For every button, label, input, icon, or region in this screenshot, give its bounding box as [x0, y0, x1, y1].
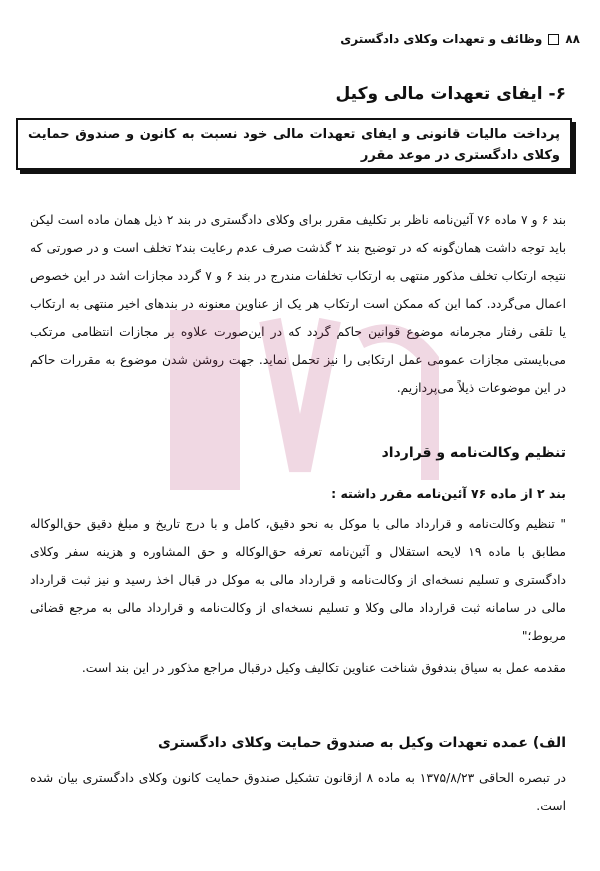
boxed-heading: پرداخت مالیات قانونی و ایفای تعهدات مالی خود نسبت به کانون و صندوق حمایت وکلای دادگستری در موعد مقرر: [16, 118, 572, 170]
subheading-fund-obligations: الف) عمده تعهدات وکیل به صندوق حمایت وکلای دادگستری: [157, 735, 566, 751]
subheading-clause-2: بند ۲ از ماده ۷۶ آئین‌نامه مقرر داشته :: [331, 486, 566, 501]
running-title: وظائف و تعهدات وکلای دادگستری: [340, 32, 543, 46]
running-header: [20, 32, 580, 46]
paragraph-2: مقدمه عمل به سیاق بندفوق شناخت عناوین تکالیف وکیل درقبال مراجع مذکور در این بند است.: [81, 661, 566, 675]
subheading-contract: تنظیم وکالت‌نامه و قرارداد: [381, 445, 566, 461]
paragraph-3: در تبصره الحاقی ۱۳۷۵/۸/۲۳ به ماده ۸ ازقانون تشکیل صندوق حمایت کانون وکلای دادگستری بیان شده است.: [30, 771, 566, 813]
page-number: ۸۸: [565, 32, 580, 46]
square-bullet-icon: [548, 34, 559, 45]
paragraph-1: بند ۶ و ۷ ماده ۷۶ آئین‌نامه ناظر بر تکلیف مقرر برای وکلای دادگستری در بند ۲ ذیل همان ماده است لیکن باید توجه داشت همان‌گونه که در توضیح بند ۲ گذشت صرف عدم رعایت بند۲ تخلف است و در صورتی که نتیجه ارتکاب تخلف مذکور منتهی به ارتکاب تخلفات مندرج در بند ۶ و ۷ گردد مجازات اشد در این خصوص اعمال می‌گردد. کما این که ممکن است ارتکاب هر یک از عناوین معنونه در بندهای اخیر منتهی به ارتکاب یا تلقی رفتار مجرمانه موضوع قوانین حاکم گردد که در این‌صورت علاوه بر مجازات انتظامی مرتکب می‌بایستی مجازات عمومی عمل ارتکابی را نیز تحمل نماید. جهت روشن شدن موضوع به مقررات حاکم در این موضوعات ذیلاً می‌پردازیم.: [30, 213, 567, 395]
section-title: ۶- ایفای تعهدات مالی وکیل: [335, 84, 566, 104]
quoted-clause: " تنظیم وکالت‌نامه و قرارداد مالی با موکل به نحو دقیق، کامل و با درج تاریخ و مبلغ دقیق حق‌الوکاله مطابق با ماده ۱۹ لایحه استقلال و آئین‌نامه تعرفه حق‌الوکاله و حق المشاوره و هزینه سفر وکلای دادگستری و تسلیم نسخه‌ای از وکالت‌نامه و قرارداد مالی به موکل در قبال اخذ رسید و نیز ثبت قرارداد مالی در سامانه ثبت قرارداد مالی وکلا و تسلیم نسخه‌ای از وکالت‌نامه و قرارداد مالی به مرجع قضائی مربوط؛": [30, 517, 566, 643]
